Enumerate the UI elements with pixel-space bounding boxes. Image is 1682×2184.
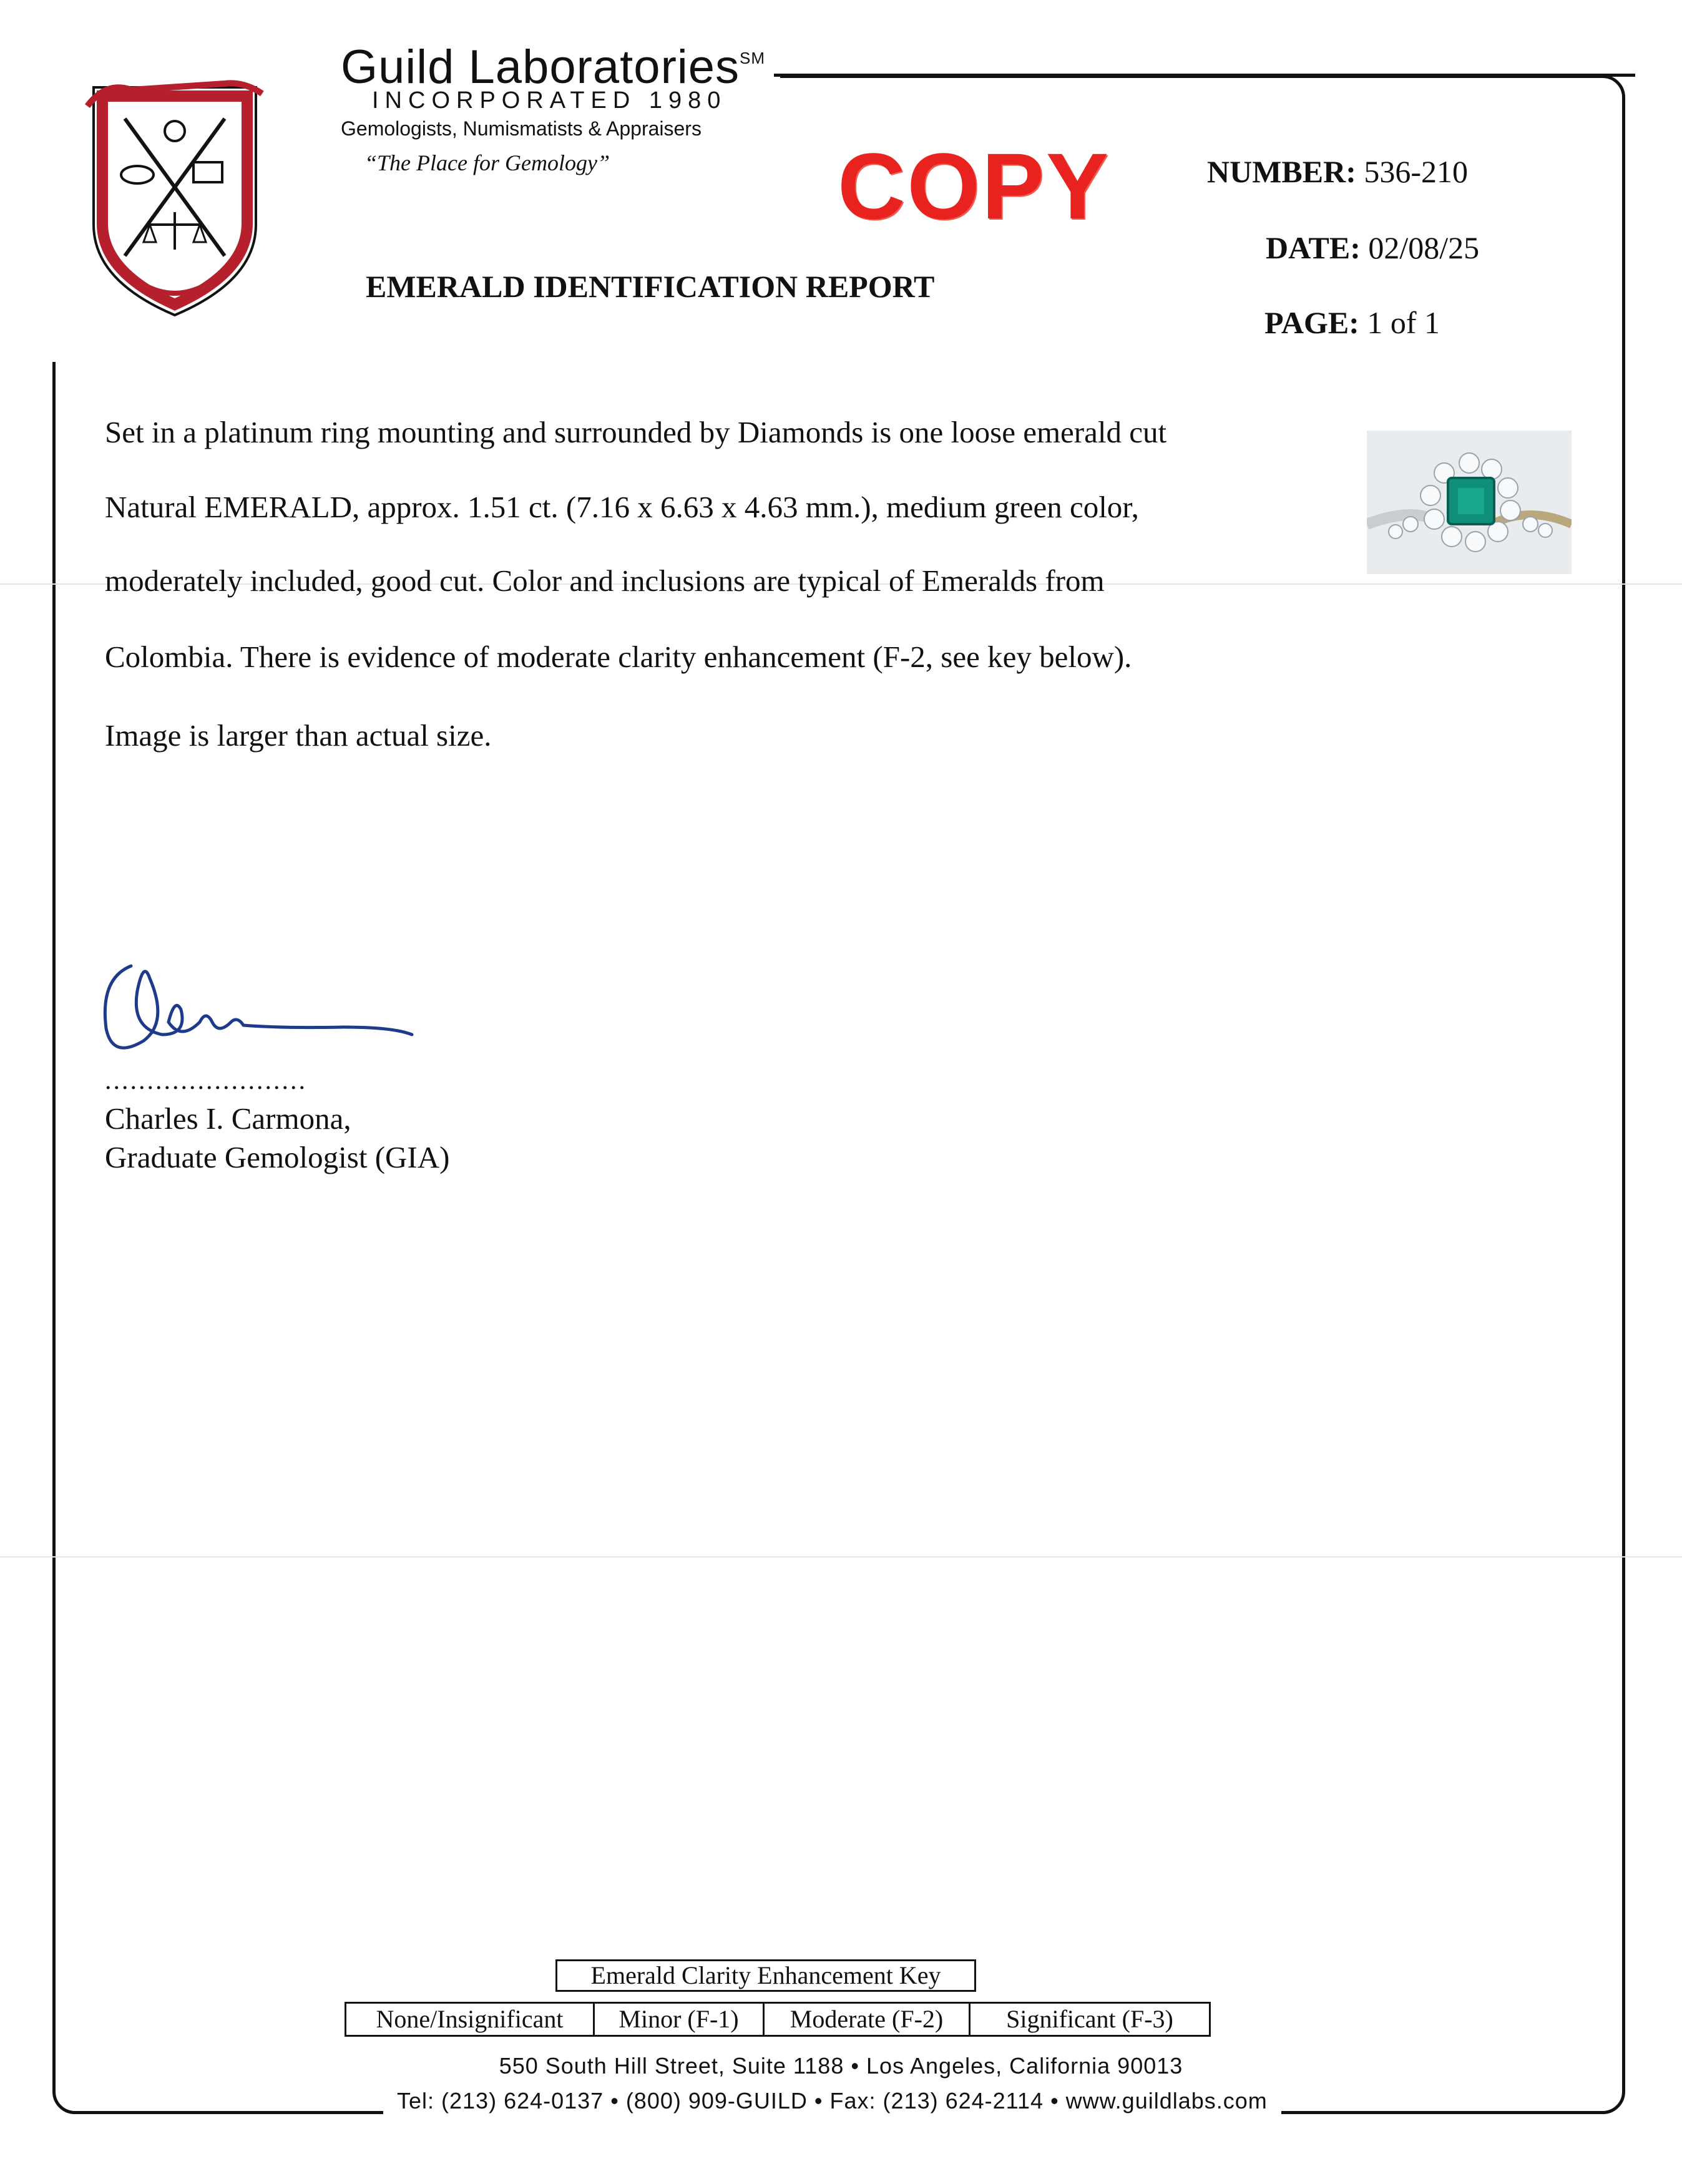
copy-stamp: COPY (838, 134, 1111, 238)
key-cell-minor: Minor (F-1) (595, 2004, 765, 2035)
date-label: DATE: (1266, 230, 1361, 265)
key-cell-none: None/Insignificant (346, 2004, 595, 2035)
lab-name: Guild Laboratories℠ (341, 41, 766, 94)
crest-motto: DE CODE (152, 266, 193, 288)
signer-title: Graduate Gemologist (GIA) (105, 1140, 450, 1174)
signature-dotted-line: ........................ (105, 1066, 307, 1095)
signer-name: Charles I. Carmona, (105, 1101, 351, 1136)
key-cell-moderate: Moderate (F-2) (765, 2004, 971, 2035)
report-number (1207, 154, 1468, 190)
key-cell-significant: Significant (F-3) (1006, 2005, 1173, 2033)
clarity-key-title: Emerald Clarity Enhancement Key (555, 1959, 976, 1992)
description-line-1: Set in a platinum ring mounting and surrounded by Diamonds is one loose emerald cut (105, 415, 1167, 449)
report-page (1264, 305, 1440, 341)
description-line-2: Natural EMERALD, approx. 1.51 ct. (7.16 x 6.63 x 4.63 mm.), medium green color, (105, 490, 1139, 524)
footer-contact: Tel: (213) 624-0137 • (800) 909-GUILD • Fax: (213) 624-2114 • www.guildlabs.com (383, 2088, 1281, 2114)
number-label: NUMBER: (1207, 154, 1356, 189)
signature-image (94, 953, 431, 1066)
footer-address: 550 South Hill Street, Suite 1188 • Los Angeles, California 90013 (499, 2053, 1183, 2079)
page-value: 1 of 1 (1367, 305, 1440, 340)
number-value: 536-210 (1364, 154, 1469, 189)
service-mark: SM (740, 49, 766, 67)
clarity-key-row (345, 2002, 1211, 2037)
header-rule (774, 74, 1635, 77)
page-label: PAGE: (1264, 305, 1359, 340)
incorporated-line: INCORPORATED 1980 (372, 87, 727, 114)
report-title: EMERALD IDENTIFICATION REPORT (366, 269, 935, 304)
crest-logo (81, 69, 268, 324)
description-line-3: moderately included, good cut. Color and inclusions are typical of Emeralds from (105, 563, 1105, 598)
date-value: 02/08/25 (1368, 230, 1480, 265)
report-date (1266, 230, 1479, 266)
ring-image (1367, 431, 1572, 574)
description-line-5: Image is larger than actual size. (105, 718, 492, 753)
fold-line-bottom (0, 1556, 1682, 1558)
description-line-4: Colombia. There is evidence of moderate clarity enhancement (F-2, see key below). (105, 640, 1132, 674)
services-line: Gemologists, Numismatists & Appraisers (341, 117, 702, 140)
slogan: “The Place for Gemology” (364, 150, 610, 175)
